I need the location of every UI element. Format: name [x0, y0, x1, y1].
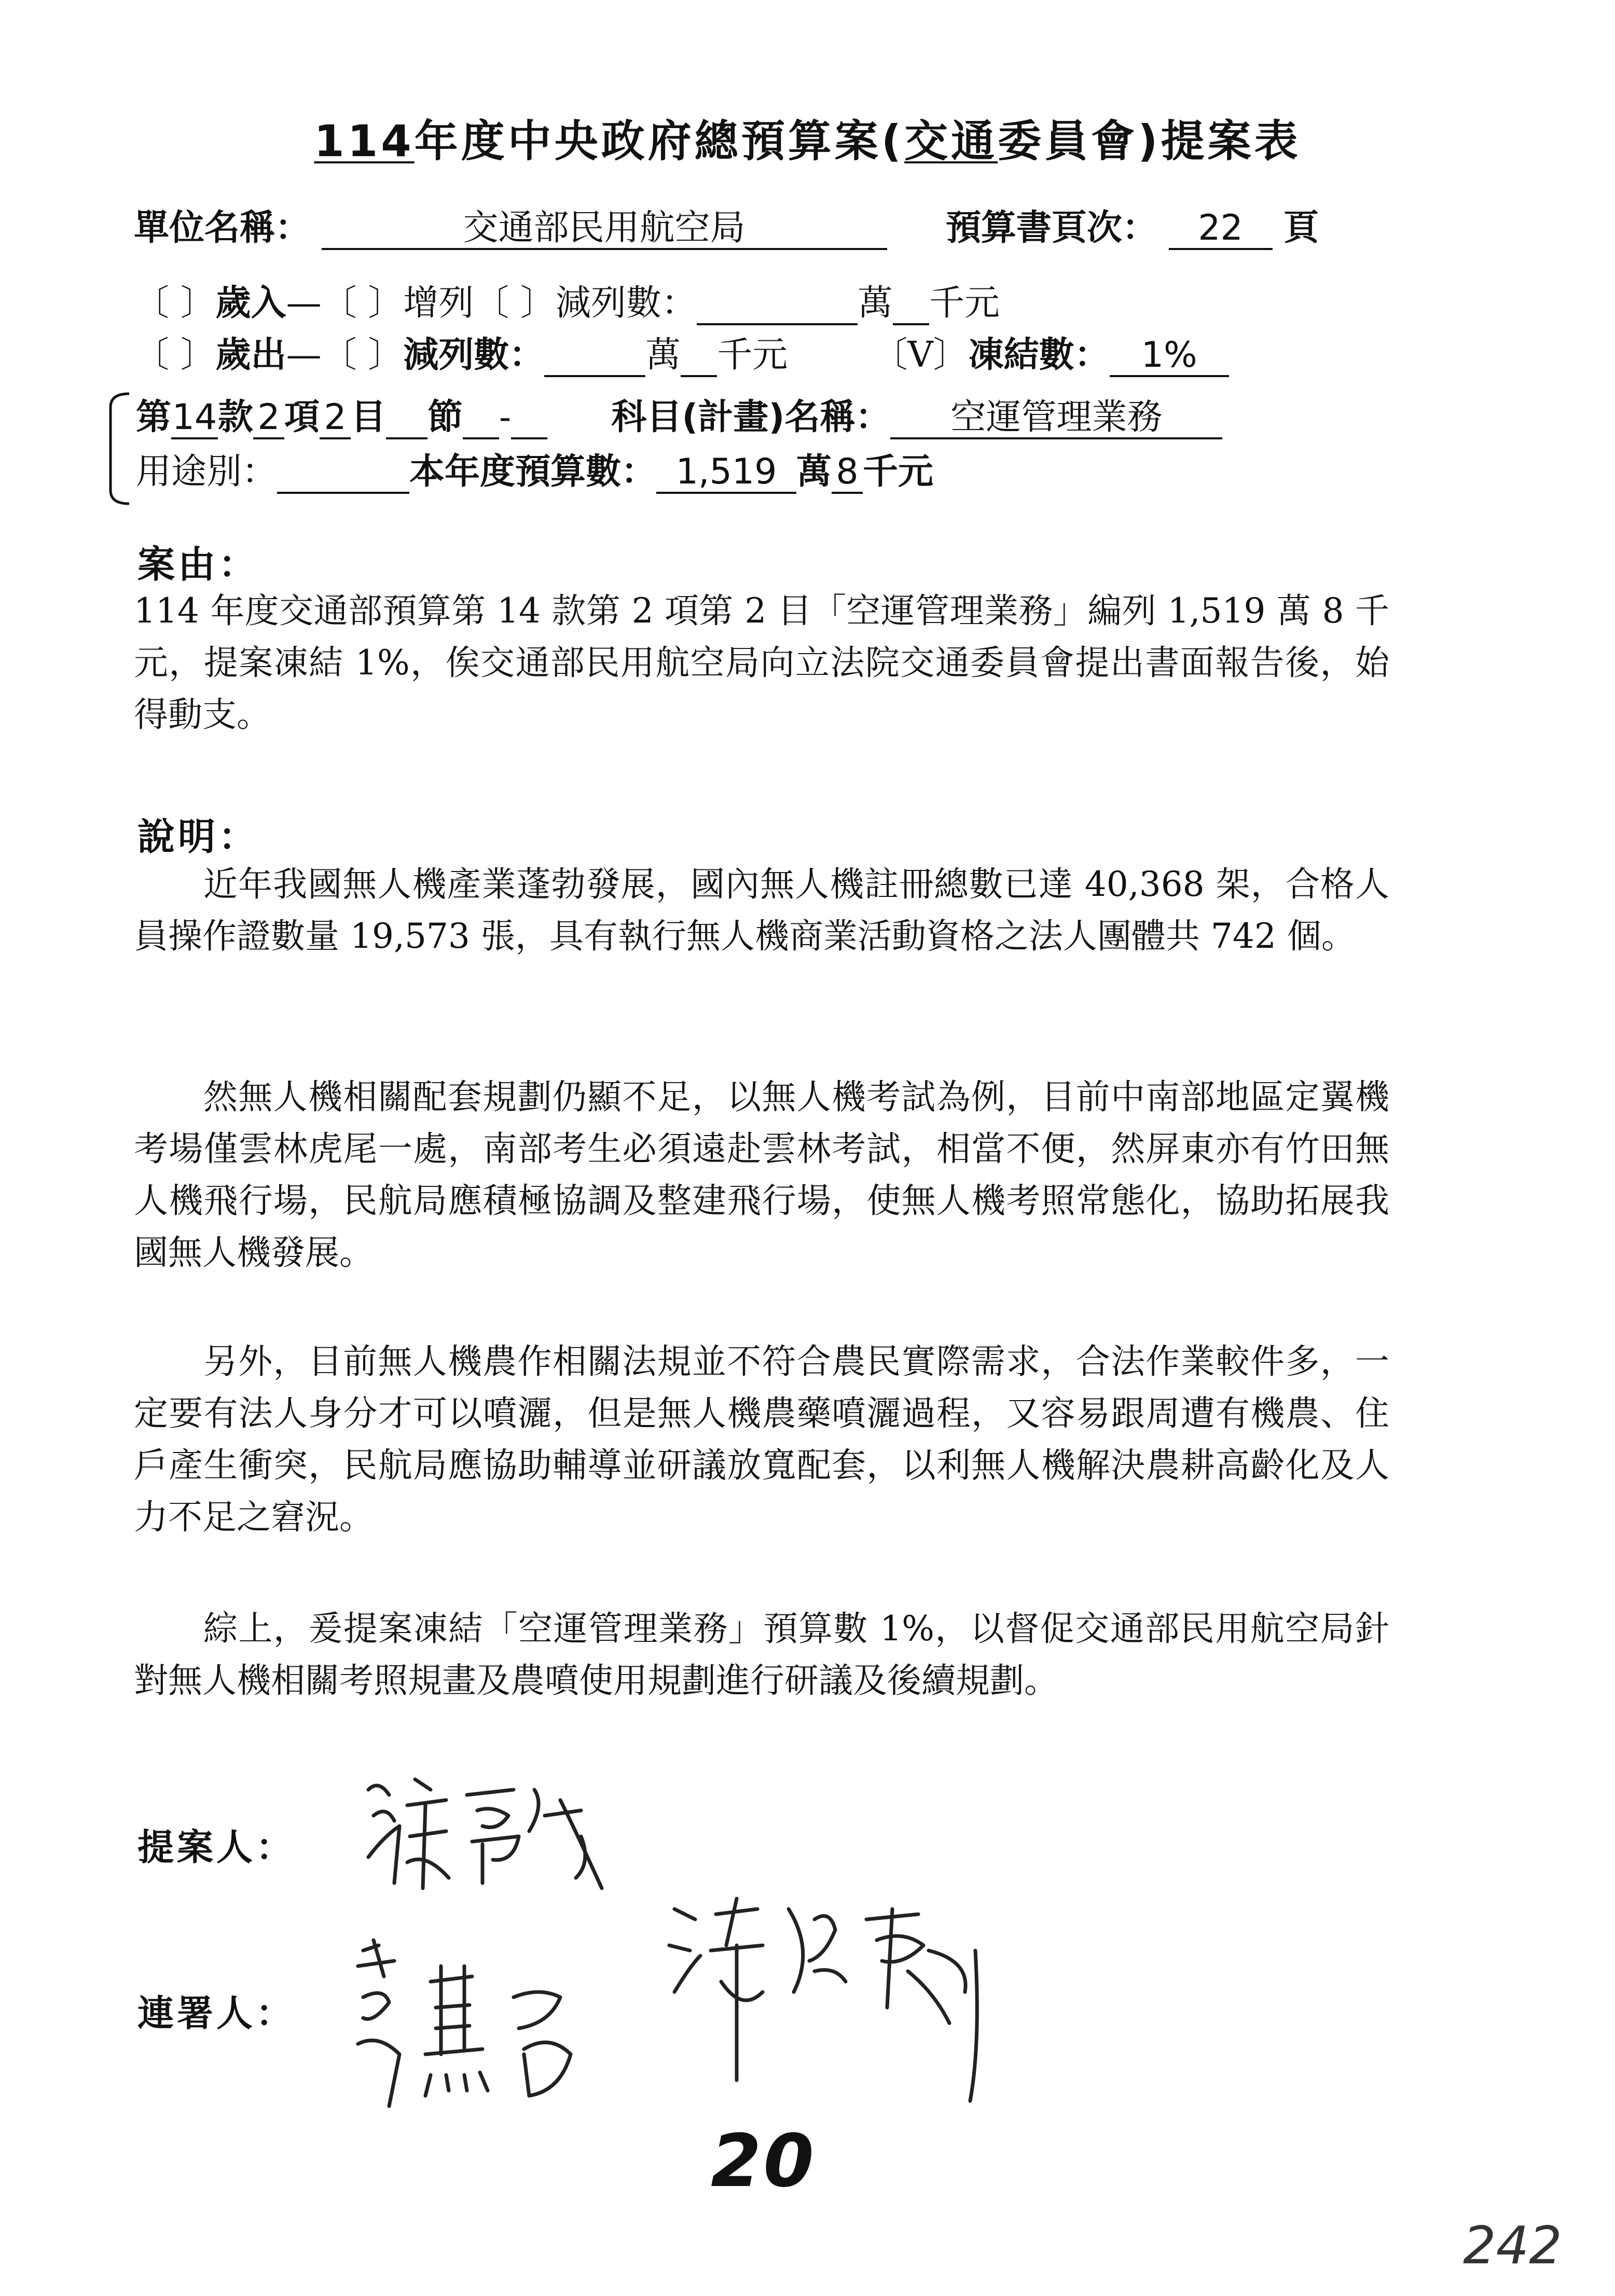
revenue-wan-blank [697, 284, 858, 325]
item-jie-label: 節 [427, 397, 463, 438]
expense-qian: 千元 [717, 335, 788, 376]
revenue-decrease-checkbox: 〔 〕 [474, 283, 556, 324]
subject-label: 科目(計畫)名稱： [611, 397, 891, 438]
cosigner-signature-1 [342, 1919, 664, 2127]
expense-wan-blank [544, 336, 645, 377]
page-label: 預算書頁次： [945, 208, 1157, 248]
item-di: 第 [136, 397, 172, 438]
handwritten-number: 20 [711, 2119, 816, 2204]
budget-qian-label: 千元 [863, 451, 934, 492]
proposer-label: 提案人： [137, 1826, 295, 1869]
explanation-paragraph-3: 另外，目前無人機農作相關法規並不符合農民實際需求，合法作業較件多，一定要有法人身分才可以噴灑，但是無人機農藥噴灑過程，又容易跟周遭有機農、住戶產生衝突，民航局應協助輔導並研議放寬配套，以利無人機解決農耕高齡化及人力不足之窘況。 [134, 1341, 1389, 1537]
revenue-increase-checkbox: 〔 〕 [321, 283, 404, 324]
proposer-signature [358, 1759, 617, 1904]
item-jie-blank [386, 398, 427, 439]
cosigner-label: 連署人： [137, 1992, 295, 2035]
item-sub-blank-1 [463, 398, 499, 439]
expense-qian-blank [681, 336, 717, 377]
expense-line [134, 327, 1229, 377]
revenue-increase-label: 增列 [403, 283, 474, 324]
freeze-label: 凍結數： [968, 335, 1110, 376]
revenue-checkbox: 〔 〕 [134, 283, 216, 324]
item-mu: 2 [320, 398, 351, 439]
document-title [0, 106, 1615, 169]
title-text-a: 年度中央政府總預算案( [414, 116, 905, 167]
explanation-heading: 說明： [137, 815, 259, 859]
subject-value: 空運管理業務 [890, 398, 1222, 439]
explanation-paragraph-2: 然無人機相關配套規劃仍顯不足，以無人機考試為例，目前中南部地區定翼機考場僅雲林虎尾一處，南部考生必須遠赴雲林考試，相當不便，然屏東亦有竹田無人機飛行場，民航局應積極協調及整建飛行場，使無人機考照常態化，協助拓展我國無人機發展。 [134, 1077, 1389, 1273]
page-value: 22 [1169, 209, 1273, 250]
revenue-qian: 千元 [929, 283, 1000, 324]
item-kuan: 14 [171, 398, 218, 439]
expense-dash: — [286, 335, 322, 376]
expense-decrease-checkbox: 〔 〕 [321, 335, 404, 376]
freeze-value: 1% [1110, 336, 1229, 377]
item-mu-label: 目 [351, 397, 387, 438]
item-sub-blank-2 [511, 398, 547, 439]
revenue-decrease-label: 減列數： [555, 283, 697, 324]
budget-qian-value: 8 [832, 453, 863, 494]
usage-blank [277, 453, 409, 494]
revenue-wan: 萬 [857, 283, 893, 324]
usage-line [136, 444, 933, 494]
budget-label: 本年度預算數： [409, 451, 657, 492]
usage-label: 用途別： [136, 451, 278, 492]
item-xiang: 2 [253, 398, 284, 439]
cosigner-signature-2 [659, 1888, 996, 2117]
item-sub-dash: - [499, 397, 512, 438]
case-heading: 案由： [137, 543, 259, 586]
budget-wan-value: 1,519 [656, 453, 796, 494]
freeze-checkbox: 〔V〕 [872, 335, 969, 376]
explanation-paragraph-4: 綜上，爰提案凍結「空運管理業務」預算數 1%，以督促交通部民用航空局針對無人機相關考照規畫及農噴使用規劃進行研議及後續規劃。 [134, 1609, 1389, 1700]
page-number: 242 [1463, 2215, 1562, 2276]
item-kuan-label: 款 [218, 397, 254, 438]
item-line [136, 389, 1222, 439]
item-xiang-label: 項 [284, 397, 320, 438]
expense-checkbox: 〔 〕 [134, 335, 216, 376]
bracket-icon [106, 392, 131, 506]
unit-value: 交通部民用航空局 [322, 209, 887, 250]
revenue-dash: — [286, 283, 322, 324]
revenue-qian-blank [893, 284, 929, 325]
revenue-line [134, 275, 1000, 325]
case-text: 114 年度交通部預算第 14 款第 2 項第 2 目「空運管理業務」編列 1,519 萬 8 千元，提案凍結 1%，俟交通部民用航空局向立法院交通委員會提出書面報告後，始得動支。 [134, 591, 1389, 735]
title-text-b: 委員會)提案表 [998, 116, 1301, 167]
revenue-label: 歲入 [215, 283, 286, 324]
budget-wan-label: 萬 [796, 451, 832, 492]
unit-line [134, 200, 1319, 250]
expense-label: 歲出 [215, 335, 286, 376]
explanation-paragraph-1: 近年我國無人機產業蓬勃發展，國內無人機註冊總數已達 40,368 架，合格人員操作證數量 19,573 張，具有執行無人機商業活動資格之法人團體共 742 個。 [134, 864, 1389, 956]
unit-label: 單位名稱： [134, 208, 311, 248]
title-committee: 交通 [904, 116, 998, 167]
page-suffix: 頁 [1283, 208, 1319, 248]
expense-decrease-label: 減列數： [403, 335, 545, 376]
expense-wan: 萬 [645, 335, 681, 376]
title-year: 114 [314, 116, 415, 167]
